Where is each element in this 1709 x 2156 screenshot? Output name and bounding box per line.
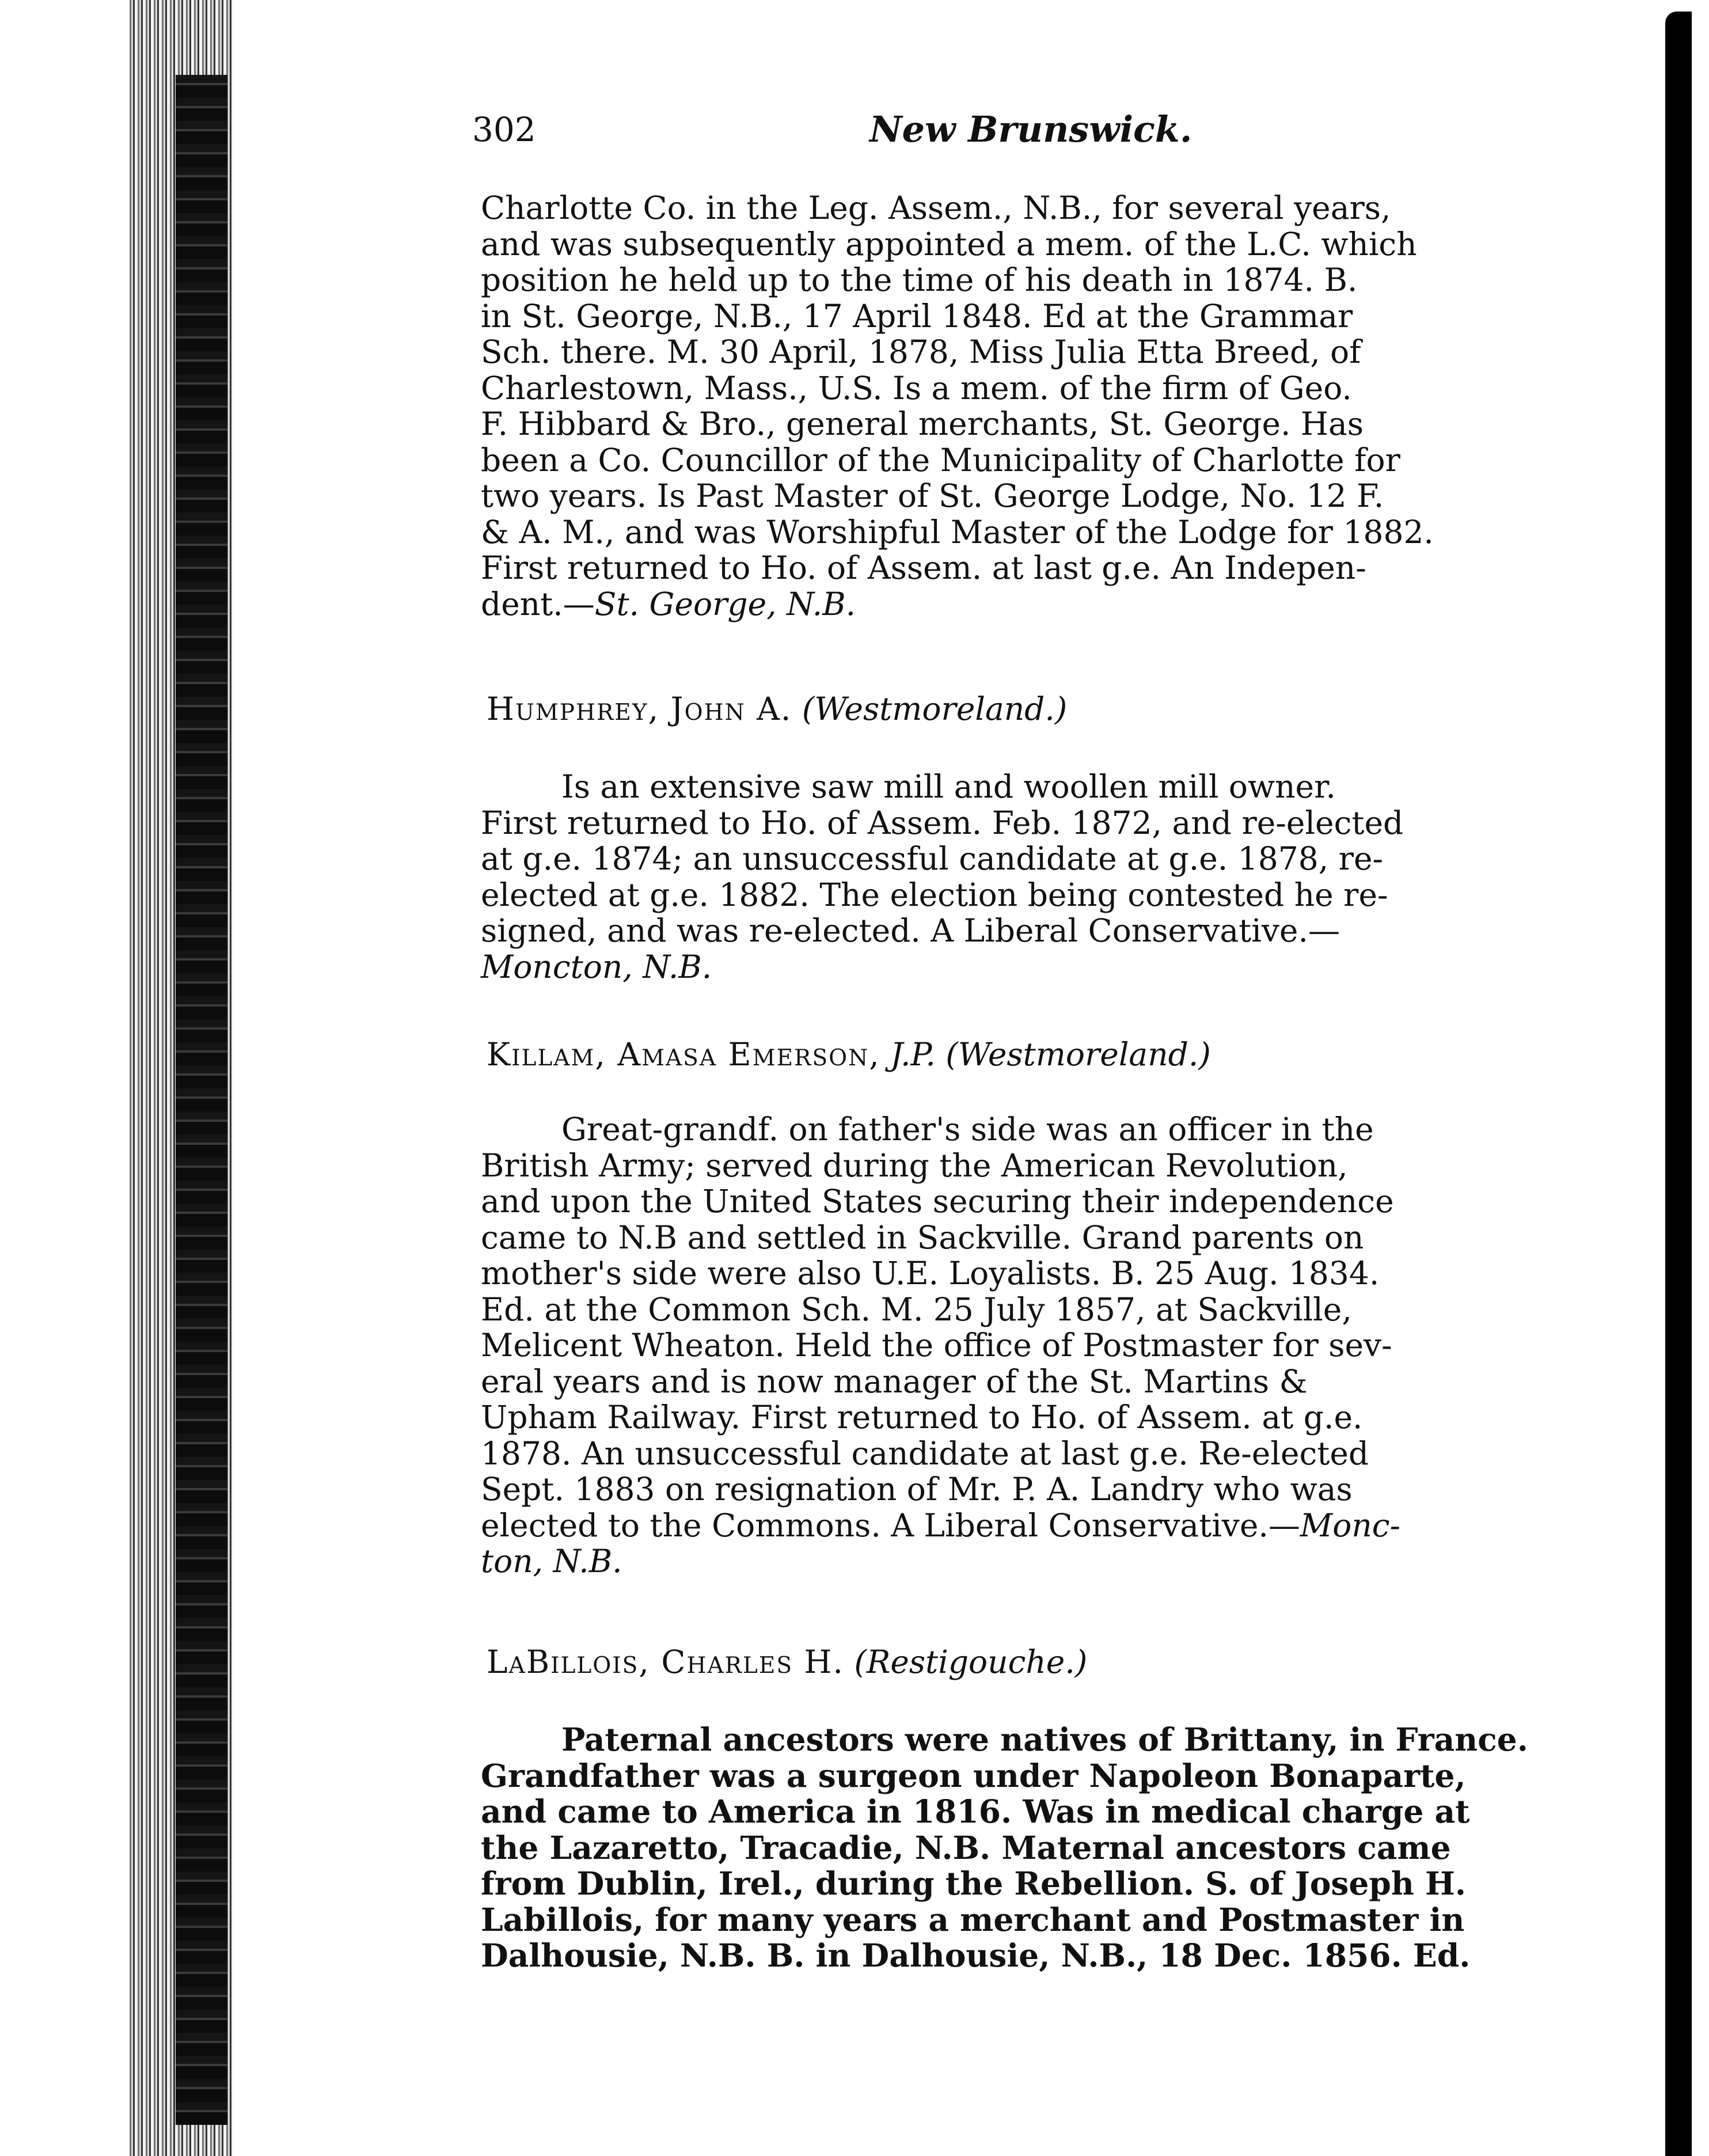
text-line: two years. Is Past Master of St. George Lodge, No. 12 F. bbox=[481, 477, 1384, 514]
text-line: and upon the United States securing their independence bbox=[481, 1183, 1394, 1220]
text-line: Melicent Wheaton. Held the office of Postmaster for sev- bbox=[481, 1327, 1392, 1364]
binding-spine-scan bbox=[176, 75, 227, 2125]
text-line-last bbox=[481, 586, 1529, 622]
entry-riding: (Westmoreland.) bbox=[945, 1036, 1211, 1073]
place-signature-continued: ton, N.B. bbox=[481, 1543, 622, 1580]
text-line: and was subsequently appointed a mem. of the L.C. which bbox=[481, 225, 1417, 263]
text-line: Great-grandf. on father's side was an officer in the bbox=[561, 1111, 1374, 1148]
place-signature: Moncton, N.B. bbox=[481, 948, 712, 985]
text-line: elected at g.e. 1882. The election being contested he re- bbox=[481, 876, 1388, 913]
text-fragment: dent.— bbox=[481, 585, 595, 622]
text-line: signed, and was re-elected. A Liberal Conservative.— bbox=[481, 912, 1340, 949]
text-line: Ed. at the Common Sch. M. 25 July 1857, at Sackville, bbox=[481, 1290, 1352, 1328]
text-line: position he held up to the time of his death in 1874. B. bbox=[481, 261, 1358, 298]
entry-heading-killam bbox=[487, 1037, 1211, 1073]
entry-name: Humphrey, John A. bbox=[487, 690, 792, 727]
text-line: Labillois, for many years a merchant and Postmaster in bbox=[481, 1900, 1465, 1938]
text-line: British Army; served during the American Revolution, bbox=[481, 1147, 1348, 1184]
page-number: 302 bbox=[472, 110, 536, 149]
text-line: mother's side were also U.E. Loyalists. B. 25 Aug. 1834. bbox=[481, 1255, 1380, 1292]
text-line: been a Co. Councillor of the Municipality of Charlotte for bbox=[481, 441, 1400, 479]
text-line: Charlestown, Mass., U.S. Is a mem. of the firm of Geo. bbox=[481, 369, 1352, 407]
text-line: First returned to Ho. of Assem. Feb. 1872, and re-elected bbox=[481, 804, 1404, 841]
entry-heading-humphrey bbox=[487, 691, 1067, 727]
entry-body-labillois bbox=[481, 1722, 1529, 1974]
text-line: Upham Railway. First returned to Ho. of Assem. at g.e. bbox=[481, 1399, 1363, 1436]
text-line: Is an extensive saw mill and woollen mill owner. bbox=[561, 768, 1336, 805]
text-line: Sept. 1883 on resignation of Mr. P. A. Landry who was bbox=[481, 1471, 1353, 1508]
entry-riding: (Westmoreland.) bbox=[802, 690, 1068, 727]
text-line: at g.e. 1874; an unsuccessful candidate at g.e. 1878, re- bbox=[481, 840, 1384, 877]
text-line: First returned to Ho. of Assem. at last g.e. An Indepen- bbox=[481, 549, 1366, 586]
text-line: and came to America in 1816. Was in medical charge at bbox=[481, 1793, 1470, 1830]
text-fragment: elected to the Commons. A Liberal Conservative.— bbox=[481, 1506, 1300, 1544]
running-head: New Brunswick. bbox=[869, 108, 1192, 150]
entry-body-humphrey bbox=[481, 769, 1529, 985]
place-signature: St. George, N.B. bbox=[594, 585, 856, 622]
entry-title: J.P. bbox=[890, 1036, 936, 1073]
entry-name: Killam, Amasa Emerson, bbox=[487, 1036, 880, 1073]
text-line: the Lazaretto, Tracadie, N.B. Maternal ancestors came bbox=[481, 1828, 1451, 1866]
continued-entry bbox=[481, 190, 1529, 622]
text-line: in St. George, N.B., 17 April 1848. Ed at the Grammar bbox=[481, 297, 1353, 335]
text-line: F. Hibbard & Bro., general merchants, St. George. Has bbox=[481, 405, 1364, 442]
text-line: Paternal ancestors were natives of Brittany, in France. bbox=[561, 1721, 1528, 1758]
place-signature: Monc- bbox=[1300, 1506, 1401, 1544]
page-header bbox=[472, 104, 1215, 155]
text-line: & A. M., and was Worshipful Master of the Lodge for 1882. bbox=[481, 513, 1434, 551]
text-line: eral years and is now manager of the St. Martins & bbox=[481, 1362, 1308, 1400]
text-line: 1878. An unsuccessful candidate at last g.e. Re-elected bbox=[481, 1434, 1369, 1472]
entry-name: LaBillois, Charles H. bbox=[487, 1643, 845, 1680]
text-line: came to N.B and settled in Sackville. Grand parents on bbox=[481, 1219, 1364, 1256]
text-line: Dalhousie, N.B. B. in Dalhousie, N.B., 18 Dec. 1856. Ed. bbox=[481, 1937, 1471, 1974]
entry-riding: (Restigouche.) bbox=[854, 1643, 1088, 1680]
text-line: Grandfather was a surgeon under Napoleon Bonaparte, bbox=[481, 1756, 1466, 1794]
text-line bbox=[481, 1508, 1529, 1544]
entry-body-killam bbox=[481, 1111, 1529, 1580]
text-line: from Dublin, Irel., during the Rebellion. S. of Joseph H. bbox=[481, 1865, 1467, 1902]
text-line: Charlotte Co. in the Leg. Assem., N.B., for several years, bbox=[481, 189, 1391, 226]
text-line: Sch. there. M. 30 April, 1878, Miss Julia Etta Breed, of bbox=[481, 333, 1361, 370]
entry-heading-labillois bbox=[487, 1644, 1087, 1680]
page-edge-shadow bbox=[1665, 12, 1692, 2156]
